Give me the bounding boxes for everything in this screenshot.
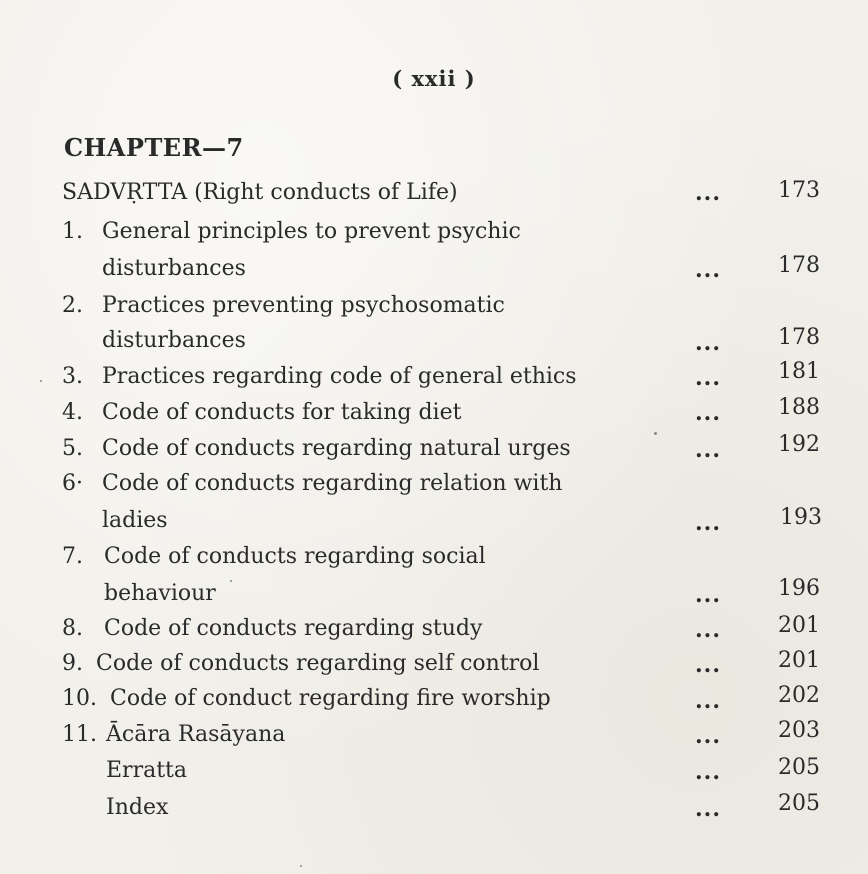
toc-item-number: 1. bbox=[62, 219, 83, 244]
paper-speck bbox=[40, 380, 42, 382]
page-number: ( xxii ) bbox=[392, 66, 476, 91]
toc-main-dots: ... bbox=[695, 180, 721, 206]
toc-item-page: 196 bbox=[778, 576, 820, 601]
toc-item-number: 2. bbox=[62, 293, 83, 318]
toc-item-number: 3. bbox=[62, 364, 83, 389]
toc-item-label: Code of conducts regarding self control bbox=[96, 651, 540, 676]
toc-item-label: Erratta bbox=[106, 758, 188, 783]
toc-item-label-continued: disturbances bbox=[102, 328, 246, 353]
toc-item-number: 4. bbox=[62, 400, 83, 425]
toc-item-dots: ... bbox=[695, 400, 721, 426]
toc-item-dots: ... bbox=[695, 582, 721, 608]
toc-item-label: Code of conducts regarding study bbox=[104, 616, 483, 641]
toc-item-page: 203 bbox=[778, 718, 820, 743]
toc-item-page: 181 bbox=[778, 359, 820, 384]
toc-item-dots: ... bbox=[695, 437, 721, 463]
toc-item-dots: ... bbox=[695, 796, 721, 822]
toc-item-number: 10. bbox=[62, 686, 97, 711]
chapter-title: CHAPTER—7 bbox=[64, 133, 244, 162]
toc-item-number: 7. bbox=[62, 544, 83, 569]
toc-item-dots: ... bbox=[695, 510, 721, 536]
toc-item-page: 188 bbox=[778, 395, 820, 420]
paper-speck bbox=[654, 432, 657, 435]
toc-item-dots: ... bbox=[695, 652, 721, 678]
toc-item-label: General principles to prevent psychic bbox=[102, 219, 521, 244]
toc-item-label: Code of conducts regarding social bbox=[104, 544, 486, 569]
toc-item-dots: ... bbox=[695, 759, 721, 785]
toc-item-number: 9. bbox=[62, 651, 83, 676]
toc-item-dots: ... bbox=[695, 257, 721, 283]
toc-item-label: Ācāra Rasāyana bbox=[106, 722, 286, 747]
toc-item-number: 6· bbox=[62, 471, 83, 496]
toc-item-page: 201 bbox=[778, 648, 820, 673]
toc-main-page: 173 bbox=[778, 178, 820, 203]
toc-item-page: 193 bbox=[780, 505, 822, 530]
toc-item-number: 11. bbox=[62, 722, 97, 747]
toc-item-label: Code of conducts regarding natural urges bbox=[102, 436, 571, 461]
toc-item-page: 201 bbox=[778, 613, 820, 638]
toc-main-label: SADVṚTTA (Right conducts of Life) bbox=[62, 180, 458, 205]
toc-item-page: 205 bbox=[778, 755, 820, 780]
toc-item-dots: ... bbox=[695, 617, 721, 643]
toc-item-page: 192 bbox=[778, 432, 820, 457]
toc-item-label: Code of conducts regarding relation with bbox=[102, 471, 563, 496]
toc-item-dots: ... bbox=[695, 365, 721, 391]
toc-item-label: Code of conducts for taking diet bbox=[102, 400, 462, 425]
toc-item-label: Practices preventing psychosomatic bbox=[102, 293, 505, 318]
toc-item-dots: ... bbox=[695, 723, 721, 749]
toc-item-page: 178 bbox=[778, 325, 820, 350]
toc-item-label-continued: behaviour bbox=[104, 581, 216, 606]
toc-item-page: 178 bbox=[778, 253, 820, 278]
toc-item-label: Practices regarding code of general ethics bbox=[102, 364, 577, 389]
toc-item-page: 205 bbox=[778, 791, 820, 816]
toc-item-label-continued: disturbances bbox=[102, 256, 246, 281]
paper-speck bbox=[230, 580, 232, 582]
toc-item-label: Index bbox=[106, 795, 169, 820]
paper-speck bbox=[300, 865, 302, 867]
toc-item-label-continued: ladies bbox=[102, 508, 168, 533]
toc-item-label: Code of conduct regarding fire worship bbox=[110, 686, 551, 711]
toc-item-dots: ... bbox=[695, 330, 721, 356]
toc-item-dots: ... bbox=[695, 688, 721, 714]
toc-item-number: 8. bbox=[62, 616, 83, 641]
toc-item-page: 202 bbox=[778, 683, 820, 708]
toc-item-number: 5. bbox=[62, 436, 83, 461]
